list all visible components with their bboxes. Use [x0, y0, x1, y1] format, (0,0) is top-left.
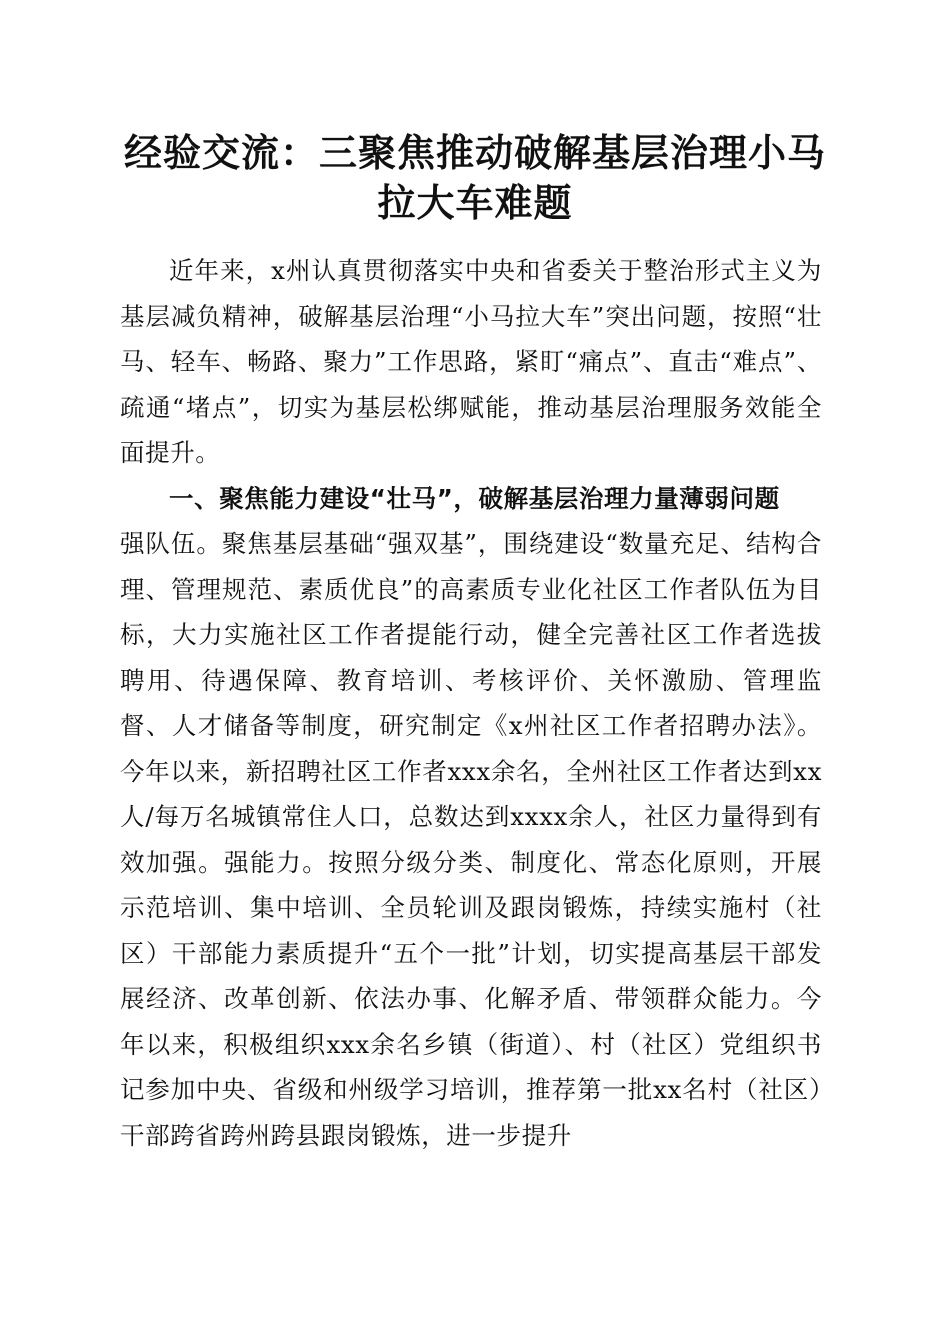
document-title: 经验交流：三聚焦推动破解基层治理小马拉大车难题	[123, 130, 826, 225]
section-heading-1: 一、聚焦能力建设“壮马”，破解基层治理力量薄弱问题	[169, 483, 780, 513]
document-body	[120, 248, 822, 1158]
intro-paragraph: 近年来，x州认真贯彻落实中央和省委关于整治形式主义为基层减负精神，破解基层治理“小马拉大车”突出问题，按照“壮马、轻车、畅路、聚力”工作思路，紧盯“痛点”、直击“难点”、疏通“堵点”，切实为基层松绑赋能，推动基层治理服务效能全面提升。	[120, 256, 822, 467]
section-1-paragraph: 强队伍。聚焦基层基础“强双基”，围绕建设“数量充足、结构合理、管理规范、素质优良”的高素质专业化社区工作者队伍为目标，大力实施社区工作者提能行动，健全完善社区工作者选拔聘用、待遇保障、教育培训、考核评价、关怀激励、管理监督、人才储备等制度，研究制定《x州社区工作者招聘办法》。今年以来，新招聘社区工作者xxx余名，全州社区工作者达到xx人/每万名城镇常住人口，总数达到xxxx余人，社区力量得到有效加强。强能力。按照分级分类、制度化、常态化原则，开展示范培训、集中培训、全员轮训及跟岗锻炼，持续实施村（社区）干部能力素质提升“五个一批”计划，切实提高基层干部发展经济、改革创新、依法办事、化解矛盾、带领群众能力。今年以来，积极组织xxx余名乡镇（街道）、村（社区）党组织书记参加中央、省级和州级学习培训，推荐第一批xx名村（社区）干部跨省跨州跨县跟岗锻炼，进一步提升	[120, 529, 822, 1150]
